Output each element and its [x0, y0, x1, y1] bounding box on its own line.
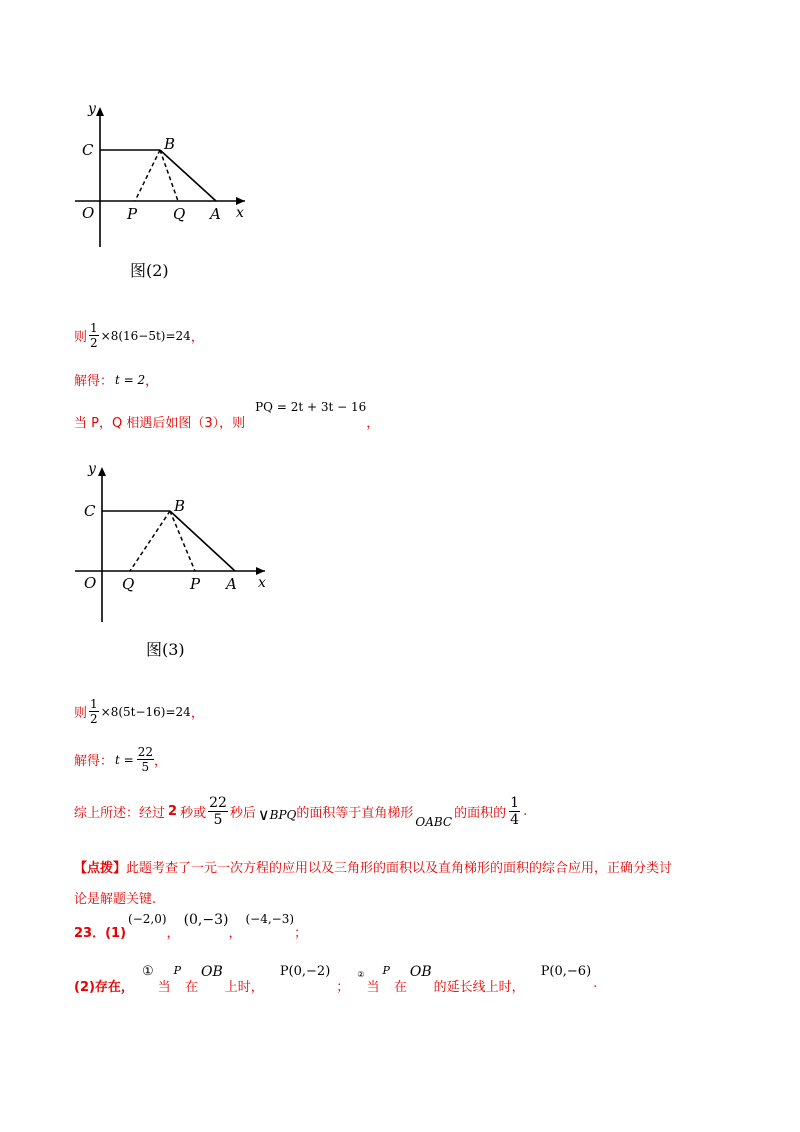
- fraction-half: [89, 322, 99, 349]
- conclusion-part3: 秒后: [229, 806, 256, 821]
- conclusion-line: [74, 796, 527, 827]
- tail-2: 的延长线上时，: [433, 980, 525, 995]
- x-axis-arrow: [256, 567, 265, 575]
- label-x: x: [236, 205, 244, 221]
- conclusion-part5: 的面积的: [454, 806, 507, 821]
- semicolon: ；: [336, 980, 350, 995]
- conclusion-part2: 秒或: [180, 806, 207, 821]
- dot: .: [593, 976, 598, 991]
- y-axis-arrow: [98, 467, 106, 476]
- figure-2-caption: 图(2): [130, 261, 169, 280]
- dashed-bp: [135, 150, 160, 201]
- label-x: x: [258, 575, 266, 591]
- tail-1: 上时，: [224, 980, 264, 995]
- label-q: Q: [122, 575, 135, 593]
- trapezoid-oabc: OABC: [415, 814, 453, 829]
- line5-lhs: t =: [115, 752, 134, 767]
- y-axis-arrow: [96, 107, 104, 116]
- p-2: P: [382, 964, 390, 977]
- label-p: P: [190, 575, 201, 593]
- label-y: y: [88, 461, 96, 477]
- point-p-0-neg6: P(0,−6): [540, 964, 592, 979]
- q23b-label: (2)存在，: [74, 980, 134, 995]
- label-b: B: [174, 497, 186, 515]
- label-y: y: [88, 101, 96, 117]
- conclusion-bold-2: 2: [168, 804, 178, 819]
- label-a: A: [210, 205, 221, 223]
- numerator: 1: [510, 795, 520, 811]
- denominator: 5: [213, 812, 223, 828]
- equation-line-2: [74, 370, 158, 389]
- denominator: 5: [141, 760, 150, 774]
- when-2: 当: [366, 980, 380, 995]
- figure-3: [60, 455, 280, 630]
- line5-prefix: 解得：: [74, 754, 114, 769]
- label-o: O: [82, 204, 95, 222]
- line1-suffix: ，: [190, 330, 204, 345]
- line3-expr: PQ = 2t + 3t − 16: [255, 400, 367, 414]
- line3-prefix: 当 P，Q 相遇后如图（3），则: [74, 416, 246, 431]
- figure-2: [60, 95, 260, 255]
- comment-text-2: 论是解题关键.: [74, 892, 157, 907]
- sep-1: ，: [166, 926, 180, 941]
- numerator: 22: [209, 795, 227, 811]
- comment-block: [74, 852, 734, 914]
- label-q: Q: [173, 205, 186, 223]
- denominator: 4: [510, 812, 520, 828]
- triangle-symbol: ∨: [257, 805, 270, 824]
- fraction-22-5: [137, 746, 154, 773]
- x-axis-arrow: [236, 197, 245, 205]
- when-1: 当: [157, 980, 171, 995]
- question-23-part1: [74, 912, 307, 941]
- fraction-22-5: [208, 796, 228, 827]
- fraction-half: [89, 698, 99, 725]
- line4-suffix: ，: [190, 706, 204, 721]
- line4-expr: ×8(5t−16)=24: [100, 704, 191, 719]
- line2-prefix: 解得：: [74, 374, 114, 389]
- denominator: 2: [90, 336, 98, 350]
- conclusion-part4: 的面积等于直角梯形: [296, 806, 414, 821]
- ob-1: OB: [201, 964, 223, 980]
- line4-prefix: 则: [74, 706, 88, 721]
- point-1: (−2,0): [128, 912, 167, 926]
- comment-text-1: 此题考查了一元一次方程的应用以及三角形的面积以及直角梯形的面积的综合应用，正确分类讨: [126, 861, 673, 876]
- line1-prefix: 则: [74, 330, 88, 345]
- label-a: A: [226, 575, 237, 593]
- on-2: 在: [393, 980, 407, 995]
- comment-tag: 【点拨】: [74, 861, 127, 876]
- segment-ba: [170, 511, 235, 571]
- line5-suffix: ，: [154, 754, 168, 769]
- label-c: C: [82, 141, 94, 159]
- equation-line-5: [74, 746, 167, 773]
- segment-ba: [160, 150, 216, 201]
- numerator: 1: [90, 697, 98, 711]
- equation-line-1: [74, 322, 204, 349]
- label-c: C: [84, 502, 96, 520]
- ob-2: OB: [409, 964, 432, 980]
- sep-2: ，: [228, 926, 242, 941]
- numerator: 1: [90, 321, 98, 335]
- dashed-bq: [130, 511, 170, 571]
- fraction-1-4: [509, 796, 520, 827]
- equation-line-3: [74, 400, 380, 431]
- point-p-0-neg2: P(0,−2): [279, 964, 331, 979]
- line2-expr: t = 2: [115, 372, 146, 387]
- on-1: 在: [185, 980, 199, 995]
- label-p: P: [127, 205, 138, 223]
- denominator: 2: [90, 712, 98, 726]
- line1-expr: ×8(16−5t)=24: [100, 328, 191, 343]
- numerator: 22: [137, 745, 153, 759]
- p-1: P: [173, 964, 182, 977]
- end: ；: [294, 926, 308, 941]
- dashed-bp: [170, 511, 195, 571]
- circled-2: ②: [357, 970, 365, 979]
- point-3: (−4,−3): [245, 912, 295, 926]
- triangle-bpq: BPQ: [269, 807, 297, 822]
- figure-3-caption: 图(3): [146, 640, 185, 659]
- line2-suffix: ，: [145, 374, 159, 389]
- label-b: B: [164, 135, 176, 153]
- conclusion-part1: 综上所述：经过: [74, 806, 166, 821]
- circled-1: ①: [141, 964, 154, 979]
- line3-suffix: ，: [366, 416, 380, 431]
- conclusion-suffix: .: [523, 804, 528, 819]
- q23-number: 23．(1): [74, 926, 127, 941]
- question-23-part2: [74, 964, 597, 995]
- point-2: (0,−3): [183, 912, 229, 928]
- label-o: O: [84, 574, 97, 592]
- equation-line-4: [74, 698, 204, 725]
